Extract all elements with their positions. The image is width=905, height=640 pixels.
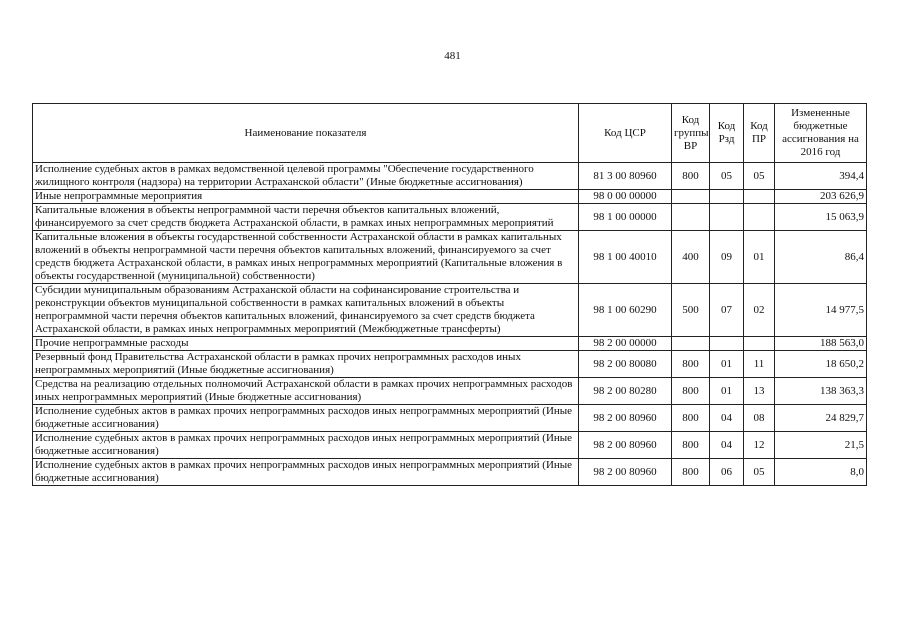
row-rzd: 09: [710, 231, 744, 284]
row-vr: [672, 337, 710, 351]
row-csr: 98 2 00 80960: [579, 432, 672, 459]
header-name: Наименование показателя: [33, 104, 579, 163]
row-csr: 98 2 00 00000: [579, 337, 672, 351]
row-csr: 98 2 00 80960: [579, 459, 672, 486]
header-vr: Код группы ВР: [672, 104, 710, 163]
row-amount: 394,4: [775, 163, 867, 190]
row-vr: 800: [672, 405, 710, 432]
row-amount: 138 363,3: [775, 378, 867, 405]
row-csr: 98 1 00 40010: [579, 231, 672, 284]
row-rzd: 01: [710, 351, 744, 378]
row-csr: 98 1 00 00000: [579, 204, 672, 231]
row-amount: 188 563,0: [775, 337, 867, 351]
row-name: Капитальные вложения в объекты государственной собственности Астраханской области в рамках капитальных вложений в объекты непрограммной части перечня объектов капитальных вложений, финансируемого за счет средств бюджета Астраханской области, в рамках иных непрограммных мероприятий (Капитальные вложения в объекты государственной (муниципальной) собственности): [33, 231, 579, 284]
row-pr: 05: [744, 459, 775, 486]
row-pr: 08: [744, 405, 775, 432]
row-pr: 02: [744, 284, 775, 337]
row-vr: 800: [672, 351, 710, 378]
row-csr: 98 2 00 80080: [579, 351, 672, 378]
table-row: [33, 378, 867, 405]
row-amount: 86,4: [775, 231, 867, 284]
row-name: Исполнение судебных актов в рамках прочих непрограммных расходов иных непрограммных мероприятий (Иные бюджетные ассигнования): [33, 405, 579, 432]
table-row: [33, 405, 867, 432]
row-pr: [744, 190, 775, 204]
row-vr: 800: [672, 432, 710, 459]
row-amount: 24 829,7: [775, 405, 867, 432]
row-vr: 500: [672, 284, 710, 337]
row-name: Резервный фонд Правительства Астраханской области в рамках прочих непрограммных расходов иных непрограммных мероприятий (Иные бюджетные ассигнования): [33, 351, 579, 378]
table-row: [33, 351, 867, 378]
row-rzd: 04: [710, 432, 744, 459]
table-row: [33, 204, 867, 231]
row-rzd: [710, 204, 744, 231]
row-amount: 15 063,9: [775, 204, 867, 231]
row-rzd: 05: [710, 163, 744, 190]
row-rzd: [710, 190, 744, 204]
row-name: Исполнение судебных актов в рамках прочих непрограммных расходов иных непрограммных мероприятий (Иные бюджетные ассигнования): [33, 459, 579, 486]
row-vr: 800: [672, 378, 710, 405]
row-pr: 11: [744, 351, 775, 378]
header-rzd: Код Рзд: [710, 104, 744, 163]
table-row: [33, 459, 867, 486]
row-rzd: 07: [710, 284, 744, 337]
row-vr: [672, 204, 710, 231]
row-pr: 13: [744, 378, 775, 405]
header-csr: Код ЦСР: [579, 104, 672, 163]
row-pr: [744, 337, 775, 351]
row-vr: [672, 190, 710, 204]
row-rzd: 04: [710, 405, 744, 432]
row-vr: 800: [672, 163, 710, 190]
row-amount: 8,0: [775, 459, 867, 486]
header-pr: Код ПР: [744, 104, 775, 163]
row-pr: [744, 204, 775, 231]
row-name: Капитальные вложения в объекты непрограммной части перечня объектов капитальных вложений, финансируемого за счет средств бюджета Астраханской области, в рамках иных непрограммных мероприятий: [33, 204, 579, 231]
row-vr: 800: [672, 459, 710, 486]
row-csr: 81 3 00 80960: [579, 163, 672, 190]
row-name: Средства на реализацию отдельных полномочий Астраханской области в рамках прочих непрограммных расходов иных непрограммных мероприятий (Иные бюджетные ассигнования): [33, 378, 579, 405]
row-name: Исполнение судебных актов в рамках ведомственной целевой программы "Обеспечение государственного жилищного контроля (надзора) на территории Астраханской области" (Иные бюджетные ассигнования): [33, 163, 579, 190]
row-amount: 14 977,5: [775, 284, 867, 337]
row-rzd: [710, 337, 744, 351]
page-number: 481: [444, 50, 461, 62]
table-row: [33, 231, 867, 284]
row-csr: 98 0 00 00000: [579, 190, 672, 204]
row-name: Прочие непрограммные расходы: [33, 337, 579, 351]
row-rzd: 06: [710, 459, 744, 486]
row-csr: 98 2 00 80960: [579, 405, 672, 432]
table-row: [33, 284, 867, 337]
table-row: [33, 337, 867, 351]
row-name: Субсидии муниципальным образованиям Астраханской области на софинансирование строительства и реконструкции объектов муниципальной собственности в рамках капитальных вложений в объекты непрограммной части перечня объектов капитальных вложений, финансируемого за счет средств бюджета Астраханской области, в рамках иных непрограммных мероприятий (Межбюджетные трансферты): [33, 284, 579, 337]
row-csr: 98 1 00 60290: [579, 284, 672, 337]
table-row: [33, 432, 867, 459]
header-amount: Измененные бюджетные ассигнования на 2016 год: [775, 104, 867, 163]
budget-table: [32, 103, 867, 486]
row-pr: 05: [744, 163, 775, 190]
row-name: Исполнение судебных актов в рамках прочих непрограммных расходов иных непрограммных мероприятий (Иные бюджетные ассигнования): [33, 432, 579, 459]
row-pr: 12: [744, 432, 775, 459]
row-rzd: 01: [710, 378, 744, 405]
table-row: [33, 190, 867, 204]
table-row: [33, 163, 867, 190]
row-pr: 01: [744, 231, 775, 284]
table-header-row: [33, 104, 867, 163]
row-csr: 98 2 00 80280: [579, 378, 672, 405]
row-amount: 21,5: [775, 432, 867, 459]
row-amount: 203 626,9: [775, 190, 867, 204]
row-name: Иные непрограммные мероприятия: [33, 190, 579, 204]
row-amount: 18 650,2: [775, 351, 867, 378]
row-vr: 400: [672, 231, 710, 284]
